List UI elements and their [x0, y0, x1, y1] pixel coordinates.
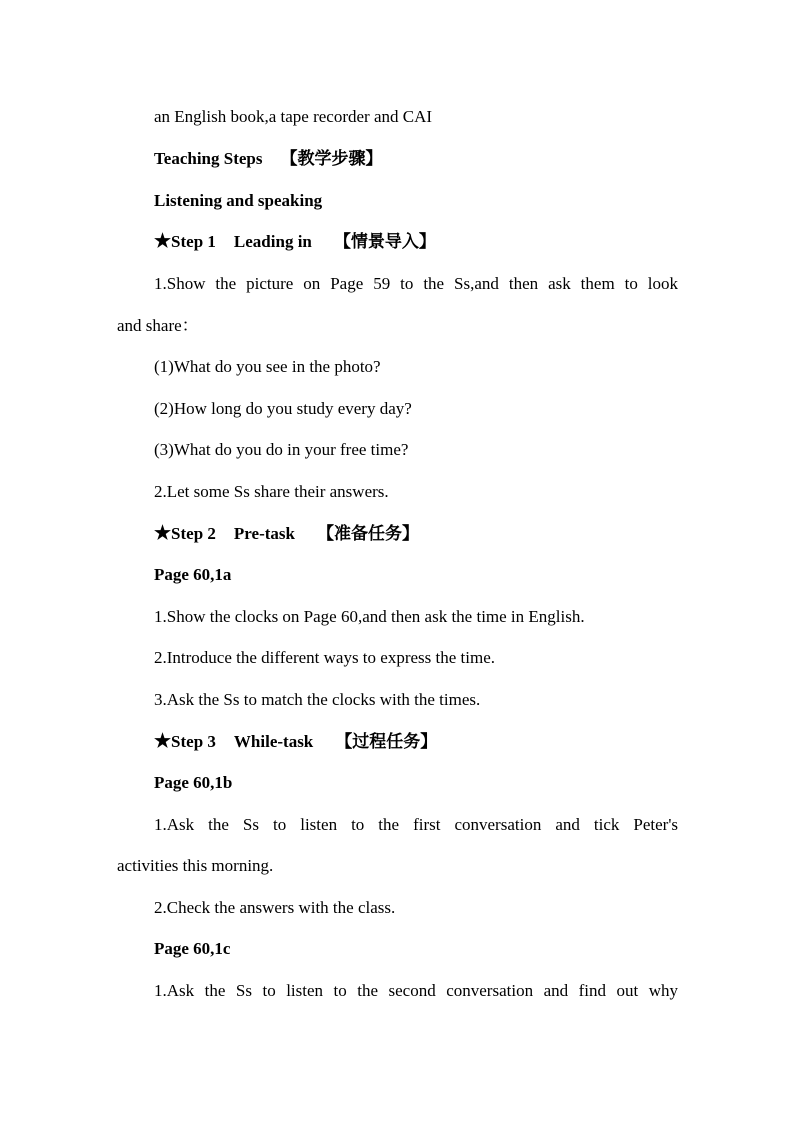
step2-item1: 1.Show the clocks on Page 60,and then ask the time in English. — [154, 607, 585, 626]
step2-title: Pre-task — [233, 524, 295, 543]
star-icon: ★ — [154, 231, 172, 252]
step3-item1-line2: activities this morning. — [117, 856, 274, 875]
step1-title: Leading in — [233, 232, 312, 251]
step2-label: Step 2 — [171, 524, 216, 543]
page60-1b-heading: Page 60,1b — [154, 773, 233, 792]
step1-item1-line1: 1.Show the picture on Page 59 to the Ss,and then ask them to look — [154, 274, 678, 293]
step1-heading — [154, 232, 436, 252]
step1-item2: 2.Let some Ss share their answers. — [154, 482, 389, 501]
step3-item1-line1: 1.Ask the Ss to listen to the first conversation and tick Peter's — [154, 815, 678, 834]
step3c-item1-line1: 1.Ask the Ss to listen to the second conversation and find out why — [154, 981, 678, 1000]
step2-cn: 【准备任务】 — [316, 524, 419, 543]
materials-line: an English book,a tape recorder and CAI — [154, 107, 433, 126]
teaching-steps-cn: 【教学步骤】 — [280, 149, 383, 168]
step2-item3: 3.Ask the Ss to match the clocks with the times. — [154, 690, 481, 709]
question-2: (2)How long do you study every day? — [154, 399, 412, 418]
page60-1c-heading: Page 60,1c — [154, 939, 231, 958]
star-icon: ★ — [154, 731, 172, 752]
step3-item2: 2.Check the answers with the class. — [154, 898, 396, 917]
listening-speaking-heading: Listening and speaking — [154, 191, 323, 210]
step3-title: While-task — [233, 732, 314, 751]
page60-1a-heading: Page 60,1a — [154, 565, 232, 584]
question-3: (3)What do you do in your free time? — [154, 440, 409, 459]
star-icon: ★ — [154, 523, 172, 544]
step3-cn: 【过程任务】 — [335, 732, 438, 751]
step1-cn: 【情景导入】 — [333, 232, 436, 251]
step3-heading — [154, 732, 437, 752]
step2-item2: 2.Introduce the different ways to express the time. — [154, 648, 495, 667]
teaching-steps-heading — [154, 149, 382, 169]
step1-label: Step 1 — [171, 232, 216, 251]
step1-item1-line2: and share： — [117, 316, 199, 335]
question-1: (1)What do you see in the photo? — [154, 357, 381, 376]
teaching-steps-label: Teaching Steps — [154, 149, 263, 168]
step2-heading — [154, 524, 419, 544]
step3-label: Step 3 — [171, 732, 216, 751]
